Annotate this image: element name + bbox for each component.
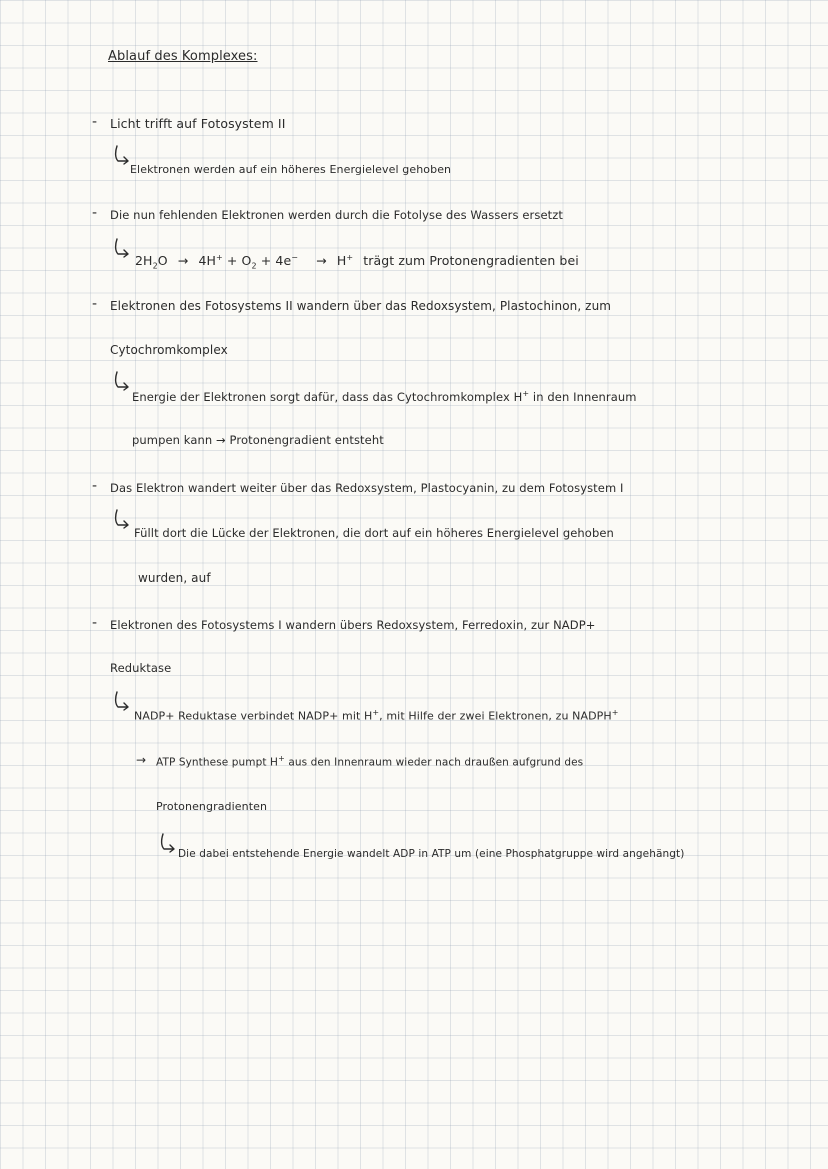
line-3b: Cytochromkomplex (110, 343, 228, 357)
text-sup: + (278, 754, 285, 763)
eq-part: + 4e (260, 253, 292, 269)
eq-sub: 2 (251, 261, 257, 271)
equation (135, 253, 579, 271)
bullet-dash: - (92, 296, 98, 312)
eq-sub: 2 (152, 261, 158, 271)
eq-sup: + (346, 253, 354, 262)
right-arrow-icon: → (136, 753, 147, 767)
eq-part: O (157, 253, 168, 269)
line-3d: pumpen kann → Protonengradient entsteht (132, 433, 384, 447)
text-part: NADP+ Reduktase verbindet NADP+ mit H (134, 709, 373, 723)
text-part: aus den Innenraum wieder nach draußen aufgrund des (284, 756, 584, 769)
line-4c: wurden, auf (138, 571, 211, 585)
hook-arrow-icon (112, 237, 132, 259)
eq-part: 4H (198, 253, 217, 269)
eq-sup: − (291, 253, 299, 262)
page-title: Ablauf des Komplexes: (108, 49, 258, 64)
eq-part: + O (226, 253, 252, 269)
bullet-dash: - (92, 615, 98, 631)
line-5c (134, 708, 619, 723)
eq-part: 2H (135, 253, 153, 269)
line-4a: Das Elektron wandert weiter über das Redoxsystem, Plastocyanin, zu dem Fotosystem I (110, 481, 624, 495)
line-5f: Die dabei entstehende Energie wandelt ADP in ATP um (eine Phosphatgruppe wird angehängt) (178, 848, 685, 860)
hook-arrow-icon (158, 832, 178, 854)
bullet-dash: - (92, 205, 98, 221)
text-part: in den Innenraum (529, 389, 637, 404)
text-part: ATP Synthese pumpt H (156, 756, 279, 769)
line-5e: Protonengradienten (156, 800, 268, 813)
eq-part: H (336, 253, 347, 269)
text-sup: + (611, 708, 619, 717)
hook-arrow-icon (112, 370, 132, 392)
hook-arrow-icon (112, 690, 132, 712)
line-4b: Füllt dort die Lücke der Elektronen, die dort auf ein höheres Energielevel gehoben (134, 526, 614, 540)
eq-sup: + (216, 253, 223, 262)
right-arrow-icon: → (316, 253, 327, 269)
line-5a: Elektronen des Fotosystems I wandern übers Redoxsystem, Ferredoxin, zur NADP+ (110, 618, 596, 632)
hook-arrow-icon (112, 144, 132, 166)
hook-arrow-icon (112, 508, 132, 530)
line-5d (156, 754, 583, 769)
text-sup: + (522, 389, 530, 398)
line-5b: Reduktase (110, 661, 172, 675)
right-arrow-icon: → (177, 253, 189, 269)
line-1a: Elektronen werden auf ein höheres Energielevel gehoben (130, 163, 452, 176)
line-1: Licht trifft auf Fotosystem II (110, 116, 286, 131)
line-2: Die nun fehlenden Elektronen werden durch die Fotolyse des Wassers ersetzt (110, 208, 563, 222)
bullet-dash: - (92, 478, 98, 494)
bullet-dash: - (92, 114, 98, 130)
line-3a: Elektronen des Fotosystems II wandern über das Redoxsystem, Plastochinon, zum (110, 299, 612, 313)
eq-part: trägt zum Protonengradienten bei (363, 253, 579, 269)
text-part: , mit Hilfe der zwei Elektronen, zu NADPH (379, 709, 612, 723)
text-sup: + (372, 708, 380, 717)
line-3c (132, 389, 637, 404)
text-part: Energie der Elektronen sorgt dafür, dass das Cytochromkomplex H (132, 389, 523, 404)
